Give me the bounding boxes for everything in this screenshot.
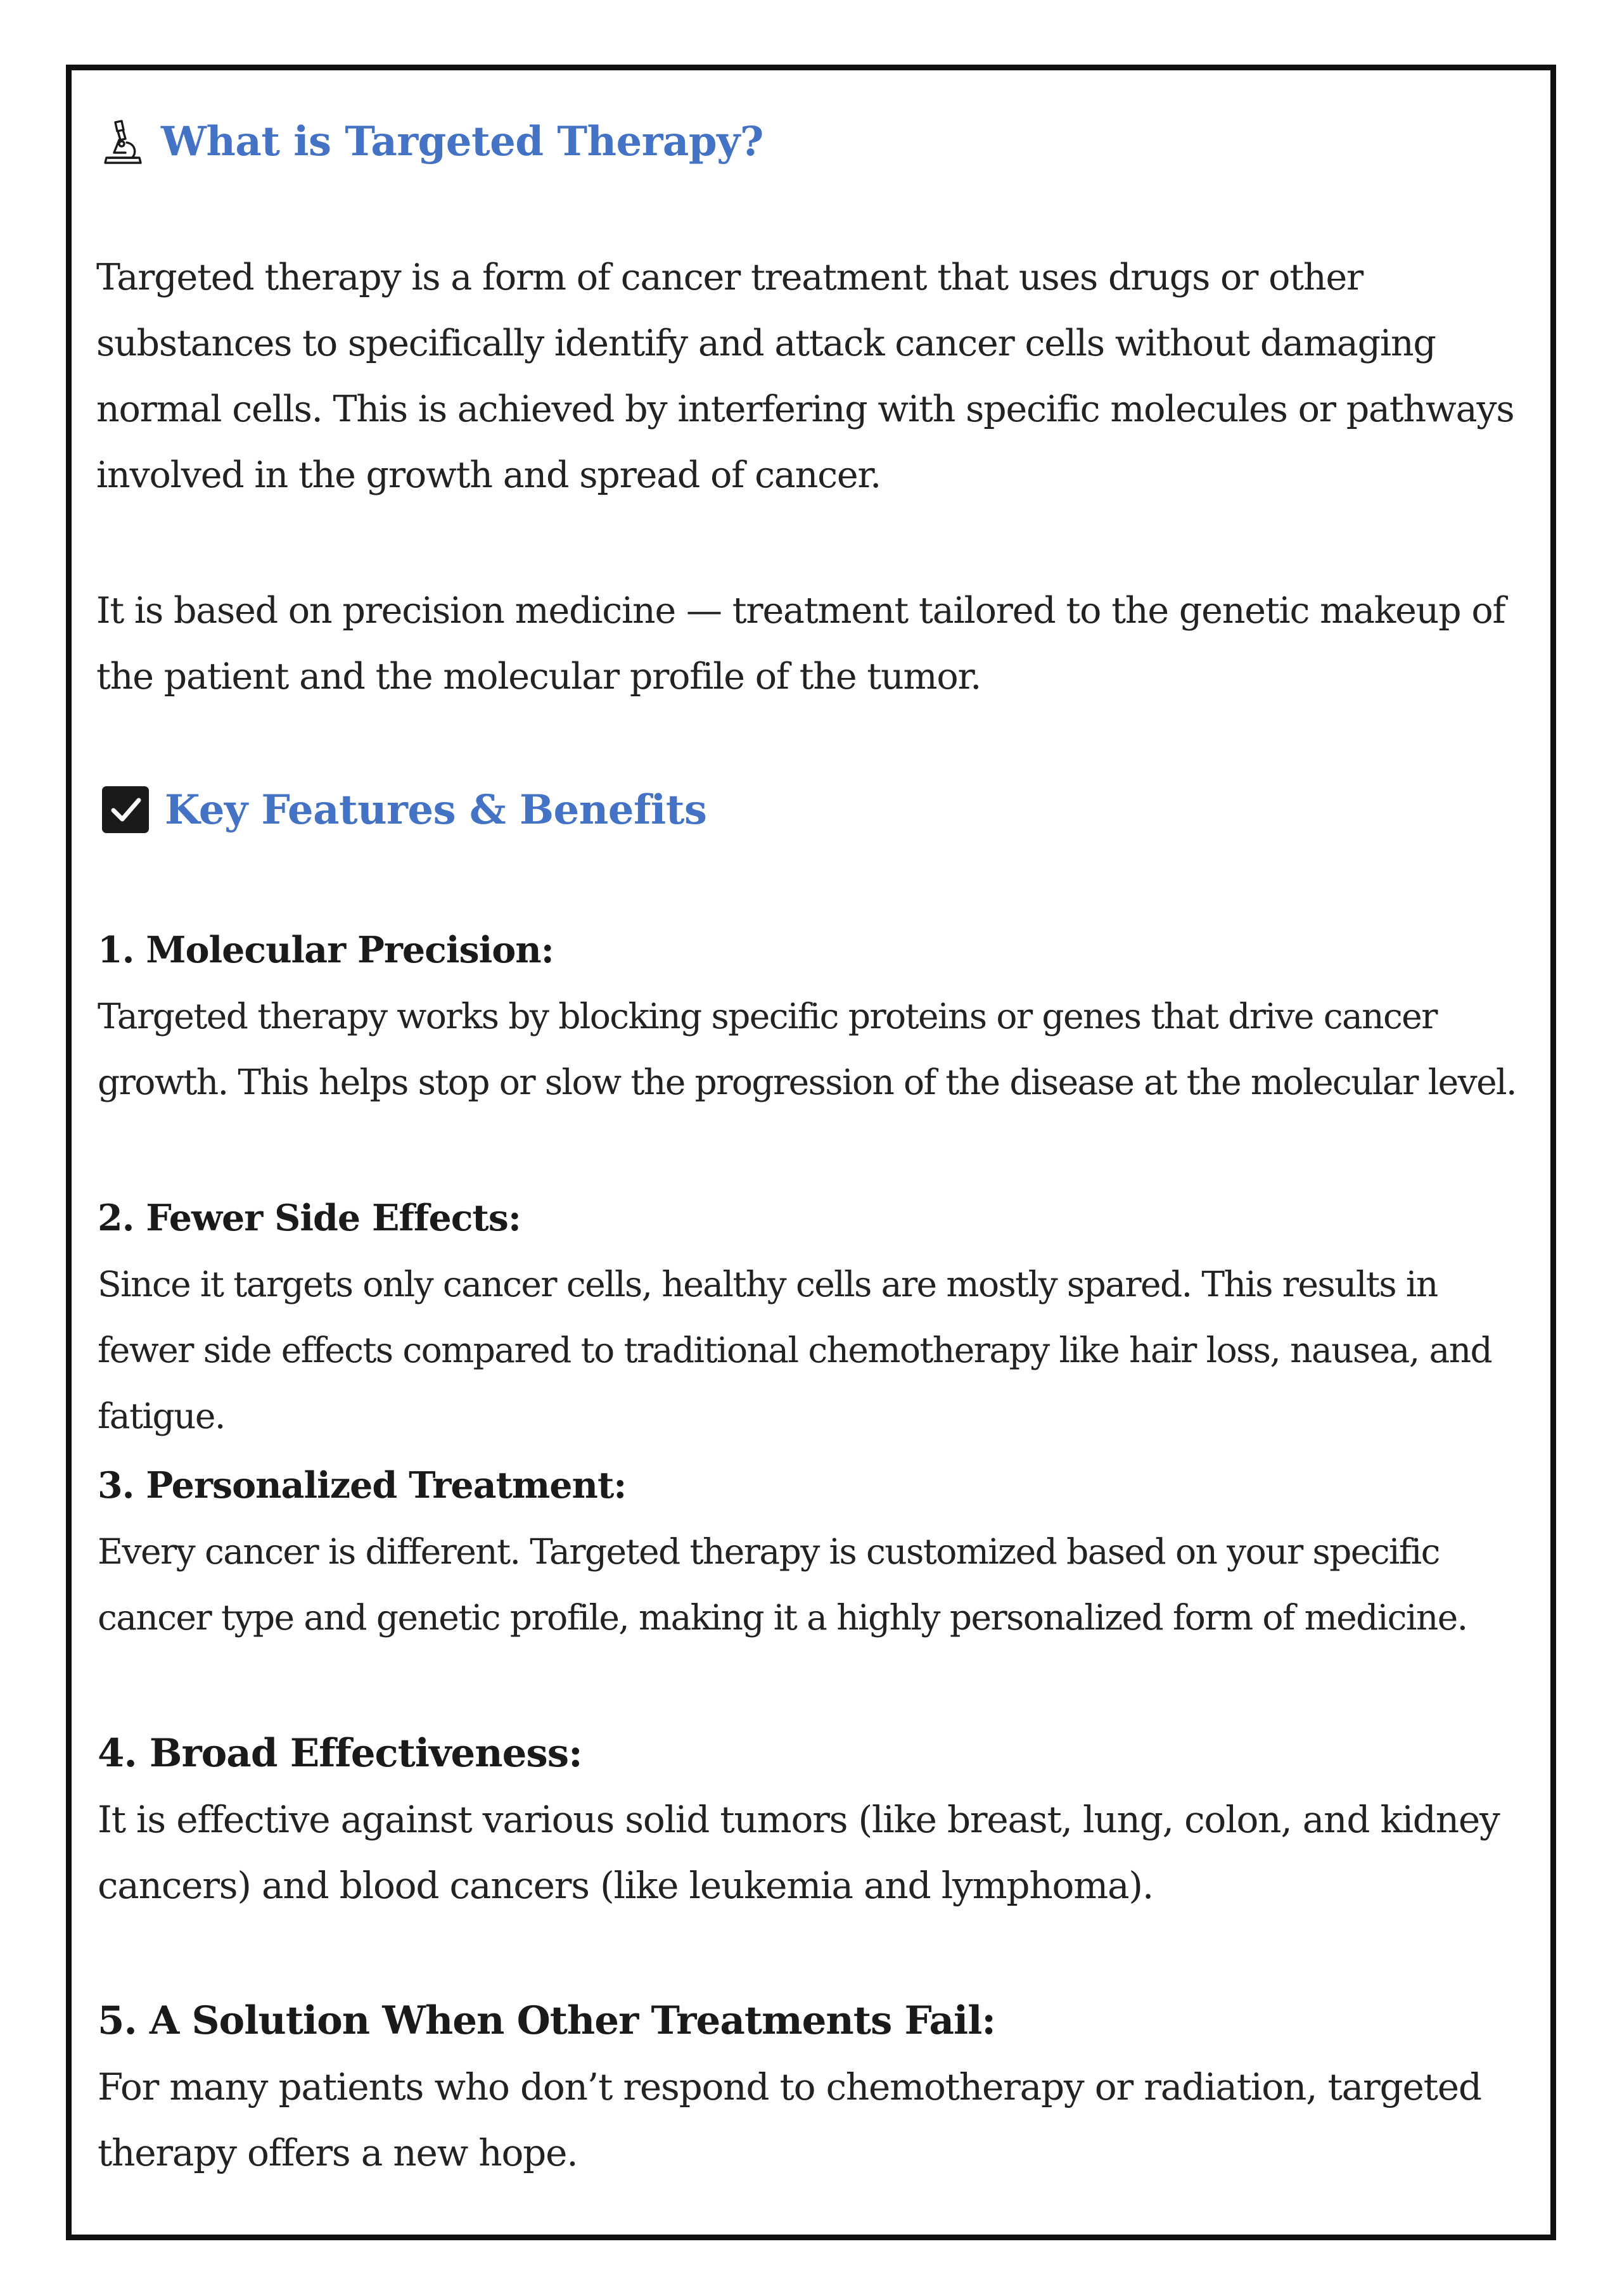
feature-body: For many patients who don’t respond to chemotherapy or radiation, targeted therapy offers a new hope. [98,2065,1481,2174]
feature-body: Since it targets only cancer cells, healthy cells are mostly spared. This results in fewer side effects compared to traditional chemotherapy like hair loss, nausea, and fatigue. [98,1264,1492,1436]
microscope-icon [96,116,147,167]
feature-title: 1. Molecular Precision: [98,929,554,971]
feature-item [98,1185,1536,1449]
feature-title: 5. A Solution When Other Treatments Fail: [98,1998,995,2043]
feature-title: 2. Fewer Side Effects: [98,1197,521,1239]
section-heading-targeted-therapy [96,113,763,170]
feature-title: 4. Broad Effectiveness: [98,1731,582,1776]
feature-item [98,917,1536,1115]
feature-item [98,1453,1536,1650]
feature-body: Every cancer is different. Targeted therapy is customized based on your specific cancer type and genetic profile, making it a highly personalized form of medicine. [98,1531,1467,1638]
feature-item [98,1721,1536,1918]
feature-item [98,1988,1536,2186]
precision-medicine-paragraph: It is based on precision medicine — treatment tailored to the genetic makeup of the patient and the molecular profile of the tumor. [96,590,1505,698]
intro-paragraph: Targeted therapy is a form of cancer treatment that uses drugs or other substances to specifically identify and attack cancer cells without damaging normal cells. This is achieved by interfering with specific molecules or pathways involved in the growth and spread of cancer. [96,257,1514,496]
feature-title: 3. Personalized Treatment: [98,1464,627,1507]
section-title: Key Features & Benefits [165,786,707,834]
feature-body: Targeted therapy works by blocking specific proteins or genes that drive cancer growth. This helps stop or slow the progression of the disease at the molecular level. [98,996,1516,1102]
feature-body: It is effective against various solid tumors (like breast, lung, colon, and kidney cancers) and blood cancers (like leukemia and lymphoma). [98,1798,1500,1907]
section-title: What is Targeted Therapy? [161,117,763,165]
checkbox-checked-icon [100,784,151,835]
section-heading-key-features [100,781,706,839]
